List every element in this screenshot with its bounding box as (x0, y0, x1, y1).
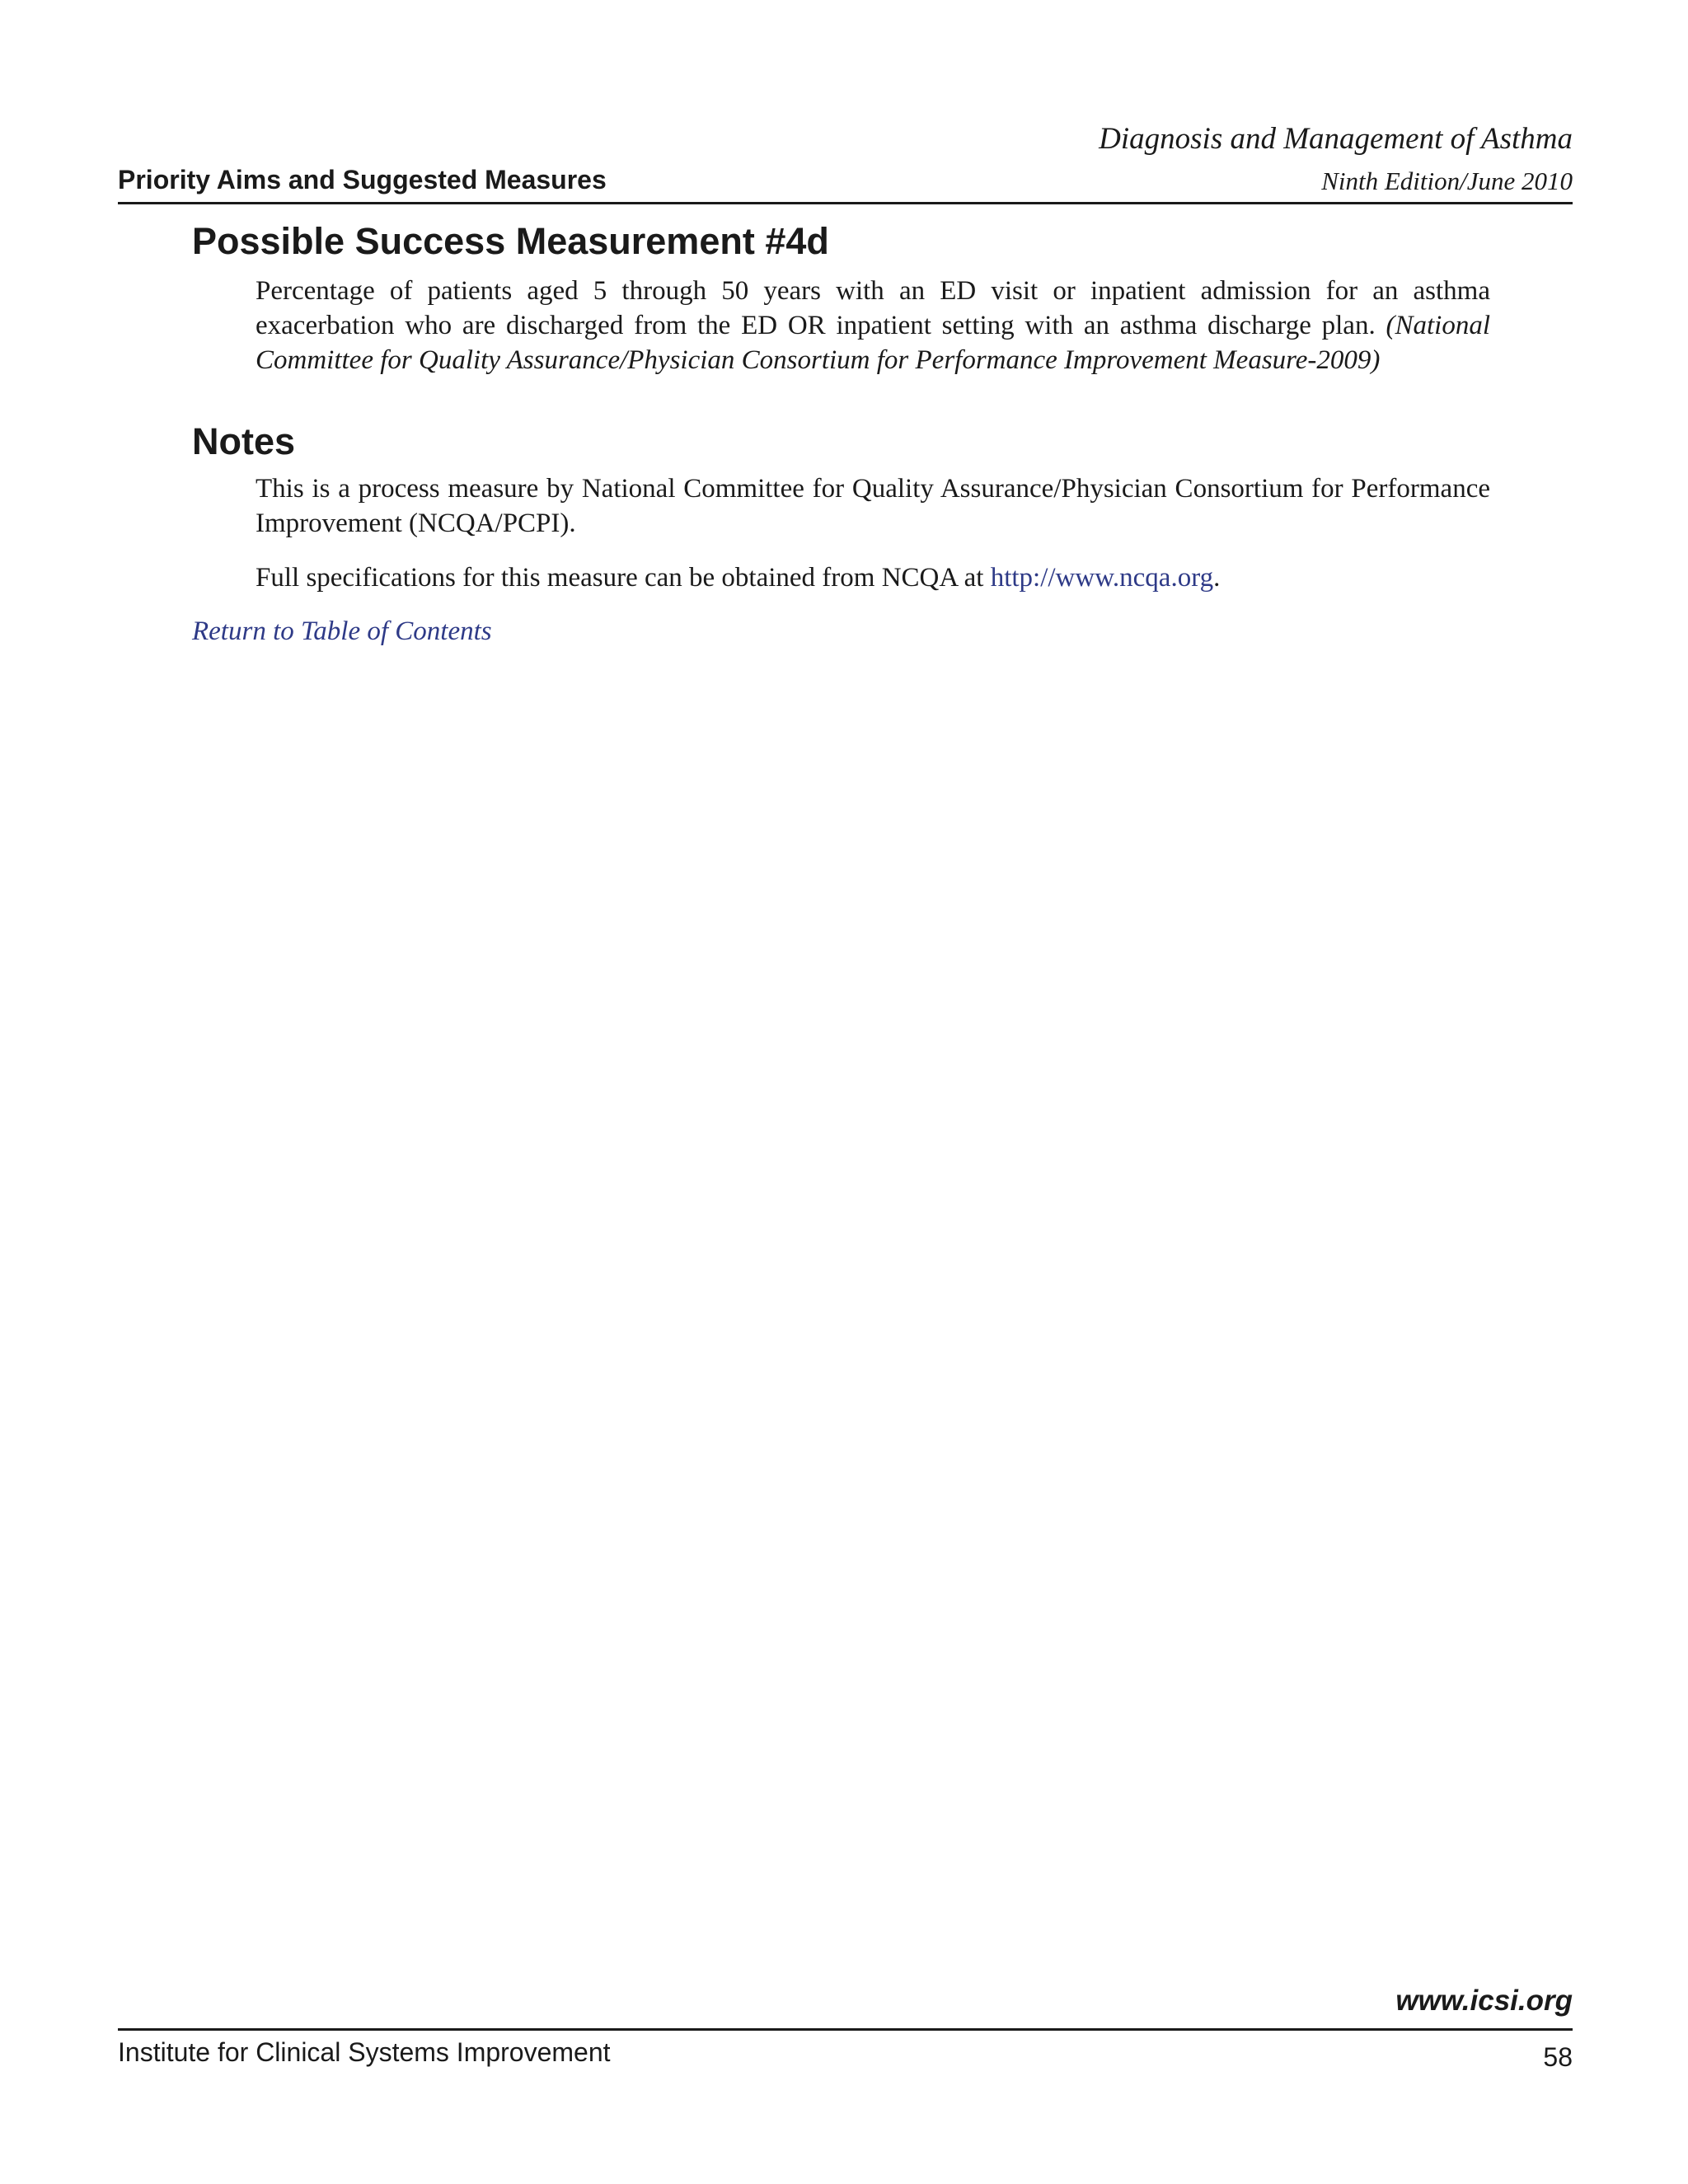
return-to-toc-link[interactable]: Return to Table of Contents (192, 616, 492, 646)
notes-heading: Notes (192, 420, 296, 462)
section-title: Priority Aims and Suggested Measures (118, 165, 607, 194)
notes-paragraph-1: This is a process measure by National Committee for Quality Assurance/Physician Consortium for Performance Improvement (NCQA/PCPI). (256, 474, 1490, 538)
edition-date: Ninth Edition/June 2010 (1321, 166, 1573, 195)
footer-divider (118, 2028, 1573, 2031)
measure-citation: (National Committee for Quality Assurance/Physician Consortium for Performance Improvement Measure-2009) (256, 311, 1491, 375)
footer-organization: Institute for Clinical Systems Improvement (118, 2037, 611, 2067)
notes-paragraph-2 (256, 560, 1490, 595)
measure-text: Percentage of patients aged 5 through 50 years with an ED visit or inpatient admission for an asthma exacerbation who are discharged from the ED OR inpatient setting with an asthma discharge plan. (256, 276, 1490, 340)
ncqa-link[interactable]: http://www.ncqa.org (990, 563, 1214, 593)
header-divider (118, 202, 1573, 204)
measure-description (256, 274, 1490, 377)
measure-heading: Possible Success Measurement #4d (192, 220, 829, 262)
notes-paragraph-2-text: Full specifications for this measure can be obtained from NCQA at (256, 563, 991, 593)
notes-paragraph-2-end: . (1213, 563, 1221, 593)
footer-website: www.icsi.org (1395, 1985, 1573, 2017)
page-number: 58 (1543, 2042, 1573, 2072)
document-title: Diagnosis and Management of Asthma (1099, 122, 1573, 156)
